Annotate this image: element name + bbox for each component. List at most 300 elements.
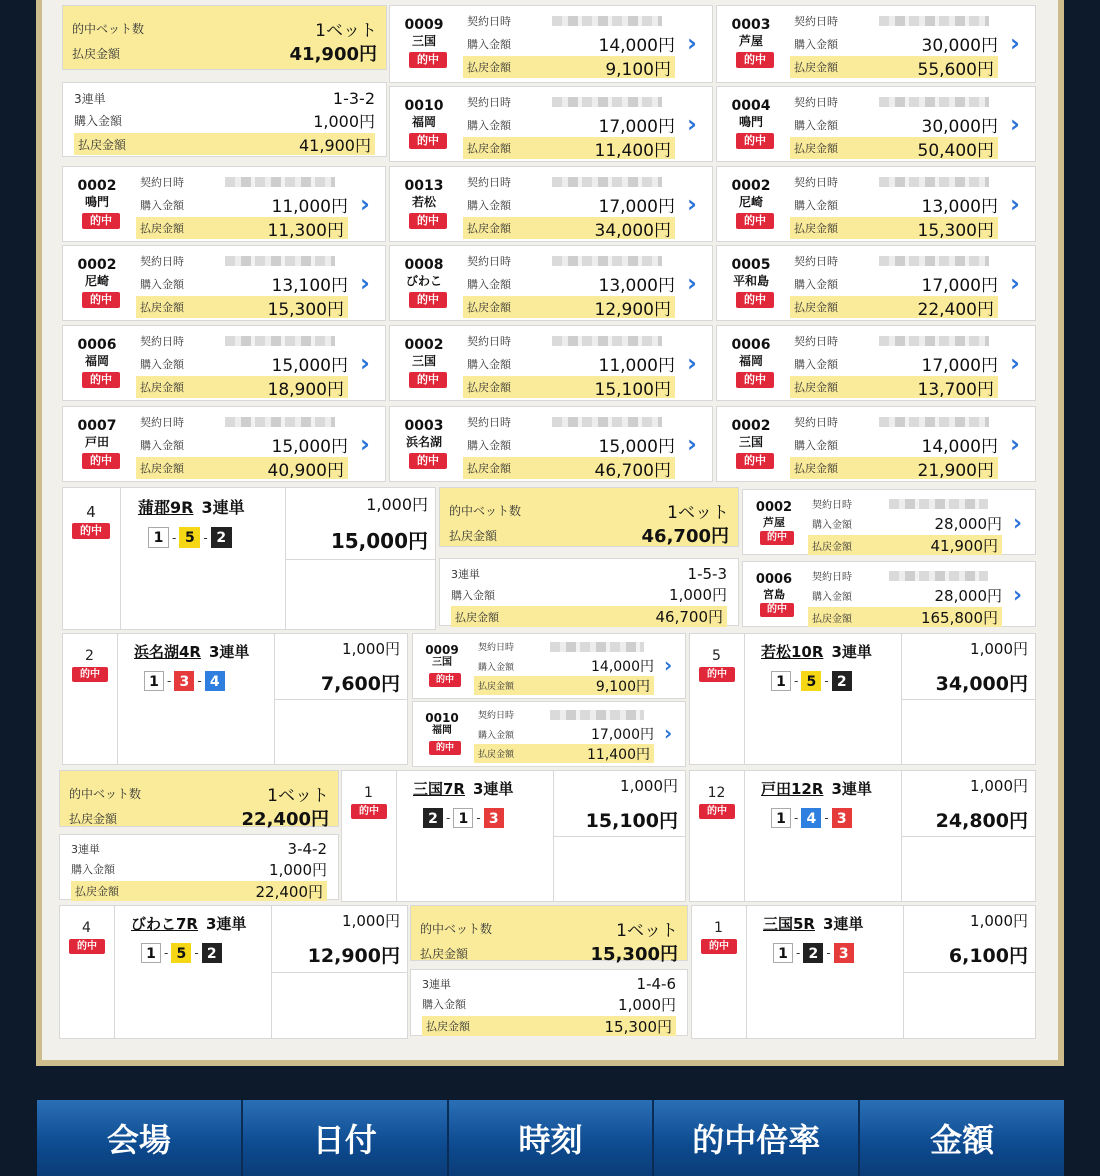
purchase-amount: 1,000円 xyxy=(313,111,375,131)
ticket-code xyxy=(719,17,783,48)
payout-value: 12,900円 xyxy=(307,945,400,967)
divider xyxy=(553,836,686,837)
bet-type-row xyxy=(74,88,375,108)
ticket-venue: 平和島 xyxy=(732,273,769,288)
dash: - xyxy=(794,674,799,688)
ticket-number: 0003 xyxy=(731,17,771,33)
race-title[interactable] xyxy=(761,778,872,799)
purchase-label: 購入金額 xyxy=(478,662,515,673)
blurred-date xyxy=(552,417,662,427)
ticket-number: 0002 xyxy=(731,178,771,194)
column-header-3[interactable]: 的中倍率 xyxy=(654,1100,860,1176)
payout-label: 払戻金額 xyxy=(794,462,838,475)
chevron-right-icon[interactable]: › xyxy=(1010,110,1020,138)
divider xyxy=(285,559,436,560)
payout-label: 払戻金額 xyxy=(78,137,127,152)
bet-type: 3連単 xyxy=(201,498,245,517)
hit-badge: 的中 xyxy=(82,372,120,388)
payout-value: 24,800円 xyxy=(935,810,1028,832)
purchase-row xyxy=(140,273,348,294)
total-payout: 41,900円 xyxy=(289,44,377,65)
purchase-label: 購入金額 xyxy=(467,118,511,132)
blurred-date xyxy=(225,256,335,266)
blurred-date xyxy=(889,499,988,509)
stake-value: 1,000円 xyxy=(970,640,1028,658)
payout-amount: 21,900円 xyxy=(917,460,994,481)
purchase-row xyxy=(794,273,998,294)
chevron-right-icon[interactable]: › xyxy=(687,190,697,218)
purchase-amount: 17,000円 xyxy=(921,356,998,376)
chevron-right-icon[interactable]: › xyxy=(360,430,370,458)
race-title[interactable] xyxy=(131,913,246,934)
ticket-code xyxy=(719,98,783,129)
dash: - xyxy=(197,674,202,688)
payout-amount: 13,700円 xyxy=(917,379,994,400)
purchase-amount: 30,000円 xyxy=(921,117,998,137)
payout-row xyxy=(463,457,675,479)
payout-row xyxy=(71,881,327,901)
chevron-right-icon[interactable]: › xyxy=(1010,190,1020,218)
dash: - xyxy=(167,674,172,688)
ticket-number: 0003 xyxy=(404,418,444,434)
boat-number-1: 1 xyxy=(453,808,473,828)
payout-row xyxy=(463,137,675,159)
purchase-label: 購入金額 xyxy=(71,863,115,876)
purchase-label: 購入金額 xyxy=(140,438,184,452)
stake-value: 1,000円 xyxy=(970,912,1028,930)
ticket-number: 0007 xyxy=(77,418,117,434)
ticket-venue: 三国 xyxy=(411,353,436,368)
purchase-label: 購入金額 xyxy=(467,277,511,291)
bet-type-row xyxy=(451,564,727,583)
ticket-number: 0009 xyxy=(404,17,444,33)
divider xyxy=(120,487,121,630)
payout-value: 6,100円 xyxy=(948,945,1028,967)
blurred-date xyxy=(225,177,335,187)
chevron-right-icon[interactable]: › xyxy=(360,349,370,377)
hit-count-row xyxy=(449,499,729,521)
ticket-venue: 尼崎 xyxy=(738,194,763,209)
purchase-label: 購入金額 xyxy=(812,520,852,531)
column-header-1[interactable]: 日付 xyxy=(243,1100,449,1176)
payout-amount: 34,000円 xyxy=(594,220,671,241)
payout-row xyxy=(136,217,348,239)
purchase-row xyxy=(467,434,675,455)
ticket-venue: 三国 xyxy=(738,434,763,449)
payout-amount: 11,400円 xyxy=(587,746,650,763)
ticket-venue: 浜名湖 xyxy=(405,434,442,449)
chevron-right-icon[interactable]: › xyxy=(360,269,370,297)
race-title[interactable] xyxy=(761,641,872,662)
payout-label: 払戻金額 xyxy=(794,61,838,74)
boat-number-5: 5 xyxy=(801,671,821,691)
purchase-label: 購入金額 xyxy=(467,438,511,452)
hit-count: 1ベット xyxy=(667,502,729,523)
payout-amount: 46,700円 xyxy=(655,608,723,626)
race-payout xyxy=(285,525,428,553)
purchase-amount: 15,000円 xyxy=(271,437,348,457)
bet-type-row xyxy=(422,975,676,993)
payout-label: 払戻金額 xyxy=(467,381,511,394)
hit-badge: 的中 xyxy=(409,133,447,149)
divider xyxy=(744,770,745,902)
contract-date-label: 契約日時 xyxy=(478,711,515,721)
payout-amount: 50,400円 xyxy=(917,140,994,161)
payout-label: 払戻金額 xyxy=(140,381,184,394)
hit-badge: 的中 xyxy=(409,292,447,308)
payout-row xyxy=(422,1016,676,1036)
bet-combo: 1-4-6 xyxy=(636,975,676,993)
total-payout-row xyxy=(72,41,377,65)
divider xyxy=(114,905,115,1039)
rank-number: 5 xyxy=(712,648,721,664)
boat-number-3: 3 xyxy=(484,808,504,828)
blurred-date xyxy=(552,336,662,346)
ticket-code xyxy=(719,337,783,368)
ticket-venue: 三国 xyxy=(411,33,436,48)
payout-row xyxy=(136,296,348,318)
contract-date-label: 契約日時 xyxy=(140,416,184,429)
race-title[interactable] xyxy=(413,778,513,799)
blurred-date xyxy=(879,256,989,266)
divider xyxy=(271,972,408,973)
purchase-row xyxy=(422,995,676,1013)
ticket-venue: 福岡 xyxy=(411,114,436,129)
race-name-link[interactable]: 戸田12R xyxy=(761,780,824,798)
payout-label: 払戻金額 xyxy=(794,222,838,235)
blurred-date xyxy=(552,256,662,266)
purchase-label: 購入金額 xyxy=(467,198,511,212)
race-payout xyxy=(901,806,1028,833)
divider xyxy=(117,633,118,765)
race-payout xyxy=(903,941,1028,968)
payout-label: 払戻金額 xyxy=(72,46,121,61)
payout-row xyxy=(463,376,675,398)
column-header-0[interactable]: 会場 xyxy=(37,1100,243,1176)
purchase-label: 購入金額 xyxy=(140,277,184,291)
ticket-code xyxy=(65,178,129,209)
payout-label: 払戻金額 xyxy=(140,301,184,314)
race-name-link[interactable]: 三国7R xyxy=(413,780,465,798)
payout-amount: 9,100円 xyxy=(595,678,650,695)
ticket-venue: 三国 xyxy=(432,657,452,669)
payout-amount: 18,900円 xyxy=(267,379,344,400)
payout-label: 払戻金額 xyxy=(794,142,838,155)
ticket-venue: 福岡 xyxy=(738,353,763,368)
bet-type-label: 3連単 xyxy=(71,843,100,856)
ticket-code xyxy=(415,643,469,669)
bet-combination xyxy=(141,943,222,963)
race-title[interactable] xyxy=(138,495,245,518)
ticket-number: 0004 xyxy=(731,98,771,114)
bet-type-label: 3連単 xyxy=(451,567,480,581)
payout-label: 払戻金額 xyxy=(140,462,184,475)
dash: - xyxy=(824,811,829,825)
payout-row xyxy=(136,376,348,398)
hit-badge: 的中 xyxy=(351,804,387,819)
chevron-right-icon[interactable]: › xyxy=(360,190,370,218)
blurred-date xyxy=(889,571,988,581)
hit-badge: 的中 xyxy=(736,52,774,68)
purchase-amount: 13,100円 xyxy=(271,276,348,296)
ticket-number: 0009 xyxy=(425,643,459,657)
hit-badge: 的中 xyxy=(409,453,447,469)
contract-date-label: 契約日時 xyxy=(467,416,511,429)
column-header-2[interactable]: 時刻 xyxy=(449,1100,655,1176)
boat-number-3: 3 xyxy=(834,943,854,963)
payout-amount: 15,300円 xyxy=(917,220,994,241)
hit-count-row xyxy=(420,917,678,939)
hit-bets-label: 的中ベット数 xyxy=(449,503,522,518)
ticket-number: 0010 xyxy=(425,711,459,725)
race-name-link[interactable]: 三国5R xyxy=(763,915,815,933)
ticket-number: 0006 xyxy=(77,337,117,353)
divider xyxy=(396,770,397,902)
hit-badge: 的中 xyxy=(736,453,774,469)
payout-value: 7,600円 xyxy=(320,673,400,695)
divider xyxy=(746,905,747,1039)
blurred-date xyxy=(879,417,989,427)
hit-badge: 的中 xyxy=(736,213,774,229)
ticket-venue: 若松 xyxy=(411,194,436,209)
purchase-row xyxy=(467,353,675,374)
ticket-number: 0002 xyxy=(755,500,793,515)
bet-type: 3連単 xyxy=(831,780,872,798)
hit-badge: 的中 xyxy=(82,213,120,229)
payout-amount: 41,900円 xyxy=(930,536,998,555)
payout-row xyxy=(136,457,348,479)
chevron-right-icon[interactable]: › xyxy=(687,110,697,138)
stake-amount xyxy=(285,491,428,515)
ticket-number: 0010 xyxy=(404,98,444,114)
chevron-right-icon[interactable]: › xyxy=(687,269,697,297)
chevron-right-icon[interactable]: › xyxy=(1010,29,1020,57)
hit-badge: 的中 xyxy=(699,667,735,682)
purchase-row xyxy=(794,114,998,135)
purchase-label: 購入金額 xyxy=(451,588,495,602)
divider xyxy=(903,972,1036,973)
purchase-amount: 28,000円 xyxy=(934,587,1002,605)
payout-amount: 41,900円 xyxy=(299,135,371,155)
stake-amount xyxy=(901,637,1028,660)
purchase-amount: 1,000円 xyxy=(669,586,727,604)
purchase-amount: 17,000円 xyxy=(598,117,675,137)
rank-number: 1 xyxy=(364,785,373,801)
ticket-number: 0013 xyxy=(404,178,444,194)
hit-badge: 的中 xyxy=(736,372,774,388)
purchase-amount: 15,000円 xyxy=(271,356,348,376)
column-header-4[interactable]: 金額 xyxy=(860,1100,1064,1176)
payout-row xyxy=(463,217,675,239)
payout-amount: 11,400円 xyxy=(594,140,671,161)
bet-type: 3連単 xyxy=(206,915,247,933)
contract-date-label: 契約日時 xyxy=(467,15,511,28)
hit-badge: 的中 xyxy=(409,372,447,388)
purchase-label: 購入金額 xyxy=(467,37,511,51)
ticket-code xyxy=(65,418,129,449)
stake-value: 1,000円 xyxy=(620,777,678,795)
payout-row xyxy=(463,296,675,318)
purchase-amount: 11,000円 xyxy=(271,197,348,217)
bet-combination xyxy=(771,808,852,828)
contract-date-label: 契約日時 xyxy=(140,176,184,189)
payout-amount: 12,900円 xyxy=(594,299,671,320)
race-name-link[interactable]: 蒲郡9R xyxy=(138,498,194,517)
race-payout xyxy=(901,669,1028,696)
bet-type: 3連単 xyxy=(831,643,872,661)
bet-combo: 1-5-3 xyxy=(687,564,727,583)
payout-row xyxy=(463,56,675,78)
ticket-code xyxy=(745,500,803,529)
payout-amount: 40,900円 xyxy=(267,460,344,481)
purchase-row xyxy=(140,194,348,215)
purchase-amount: 15,000円 xyxy=(598,437,675,457)
hit-count: 1ベット xyxy=(267,785,329,806)
contract-date-label: 契約日時 xyxy=(794,416,838,429)
race-name-link[interactable]: 若松10R xyxy=(761,643,824,661)
purchase-amount: 17,000円 xyxy=(598,197,675,217)
purchase-amount: 17,000円 xyxy=(591,727,654,743)
hit-badge: 的中 xyxy=(429,673,461,687)
race-title[interactable] xyxy=(134,641,249,662)
purchase-label: 購入金額 xyxy=(812,592,852,603)
purchase-label: 購入金額 xyxy=(422,998,466,1011)
bet-combo: 3-4-2 xyxy=(287,840,327,858)
stake-amount xyxy=(271,909,400,932)
ticket-number: 0002 xyxy=(77,178,117,194)
purchase-row xyxy=(467,194,675,215)
boat-number-5: 5 xyxy=(171,943,191,963)
stake-amount xyxy=(274,637,400,660)
stake-amount xyxy=(903,909,1028,932)
payout-amount: 9,100円 xyxy=(605,59,671,80)
blurred-date xyxy=(552,177,662,187)
payout-label: 払戻金額 xyxy=(478,682,515,692)
hit-badge: 的中 xyxy=(760,603,794,617)
hit-badge: 的中 xyxy=(699,804,735,819)
payout-label: 払戻金額 xyxy=(420,946,469,961)
payout-row xyxy=(790,56,998,78)
contract-date-label: 契約日時 xyxy=(467,96,511,109)
payout-row xyxy=(74,133,375,155)
blurred-date xyxy=(879,336,989,346)
ticket-number: 0008 xyxy=(404,257,444,273)
hit-count-row xyxy=(72,17,377,39)
purchase-amount: 13,000円 xyxy=(598,276,675,296)
race-title[interactable] xyxy=(763,913,863,934)
contract-date-label: 契約日時 xyxy=(794,15,838,28)
dash: - xyxy=(824,674,829,688)
chevron-right-icon[interactable]: › xyxy=(664,721,673,745)
purchase-row xyxy=(140,434,348,455)
chevron-right-icon[interactable]: › xyxy=(1013,511,1023,536)
race-name-link[interactable]: 浜名湖4R xyxy=(134,643,201,661)
ticket-venue: 尼崎 xyxy=(84,273,109,288)
purchase-row xyxy=(794,353,998,374)
stake-value: 1,000円 xyxy=(342,640,400,658)
chevron-right-icon[interactable]: › xyxy=(1010,430,1020,458)
race-name-link[interactable]: びわこ7R xyxy=(131,915,198,933)
ticket-code xyxy=(719,178,783,209)
boat-number-4: 4 xyxy=(801,808,821,828)
boat-number-2: 2 xyxy=(803,943,823,963)
boat-number-2: 2 xyxy=(211,527,232,548)
ticket-venue: 戸田 xyxy=(84,434,109,449)
ticket-code xyxy=(392,178,456,209)
chevron-right-icon[interactable]: › xyxy=(687,29,697,57)
purchase-amount: 13,000円 xyxy=(921,197,998,217)
chevron-right-icon[interactable]: › xyxy=(1013,583,1023,608)
stake-value: 1,000円 xyxy=(366,494,428,514)
chevron-right-icon[interactable]: › xyxy=(687,430,697,458)
purchase-label: 購入金額 xyxy=(794,277,838,291)
chevron-right-icon[interactable]: › xyxy=(1010,269,1020,297)
payout-amount: 15,300円 xyxy=(604,1017,672,1036)
chevron-right-icon[interactable]: › xyxy=(1010,349,1020,377)
dash: - xyxy=(476,811,481,825)
ticket-code xyxy=(392,418,456,449)
payout-amount: 22,400円 xyxy=(917,299,994,320)
contract-date-label: 契約日時 xyxy=(467,255,511,268)
blurred-date xyxy=(225,336,335,346)
payout-value: 15,000円 xyxy=(330,528,428,553)
stake-value: 1,000円 xyxy=(970,777,1028,795)
ticket-code xyxy=(65,257,129,288)
ticket-number: 0005 xyxy=(731,257,771,273)
ticket-code xyxy=(745,572,803,601)
payout-label: 払戻金額 xyxy=(75,885,119,898)
purchase-label: 購入金額 xyxy=(467,357,511,371)
payout-row xyxy=(790,457,998,479)
race-payout xyxy=(274,669,400,696)
dash: - xyxy=(172,530,177,545)
bet-type-label: 3連単 xyxy=(422,978,451,991)
ticket-code xyxy=(719,257,783,288)
purchase-row xyxy=(794,194,998,215)
payout-label: 払戻金額 xyxy=(812,541,852,553)
purchase-amount: 1,000円 xyxy=(269,860,327,879)
divider xyxy=(901,836,1036,837)
chevron-right-icon[interactable]: › xyxy=(664,653,673,677)
purchase-label: 購入金額 xyxy=(478,730,515,741)
purchase-row xyxy=(478,725,654,743)
contract-date-label: 契約日時 xyxy=(478,643,515,653)
purchase-row xyxy=(451,585,727,604)
chevron-right-icon[interactable]: › xyxy=(687,349,697,377)
contract-date-label: 契約日時 xyxy=(794,176,838,189)
boat-number-2: 2 xyxy=(423,808,443,828)
purchase-amount: 14,000円 xyxy=(598,36,675,56)
boat-number-5: 5 xyxy=(179,527,200,548)
ticket-venue: 宮島 xyxy=(763,587,785,601)
bet-type: 3連単 xyxy=(209,643,250,661)
boat-number-4: 4 xyxy=(205,671,225,691)
ticket-venue: 福岡 xyxy=(432,725,452,737)
blurred-date xyxy=(550,642,644,652)
purchase-row xyxy=(467,273,675,294)
blurred-date xyxy=(552,97,662,107)
purchase-label: 購入金額 xyxy=(794,438,838,452)
payout-label: 払戻金額 xyxy=(812,613,852,625)
payout-row xyxy=(790,217,998,239)
divider xyxy=(744,633,745,765)
dash: - xyxy=(446,811,451,825)
contract-date-label: 契約日時 xyxy=(794,335,838,348)
payout-label: 払戻金額 xyxy=(467,61,511,74)
hit-badge: 的中 xyxy=(82,453,120,469)
payout-label: 払戻金額 xyxy=(478,750,515,760)
contract-date-label: 契約日時 xyxy=(794,96,838,109)
